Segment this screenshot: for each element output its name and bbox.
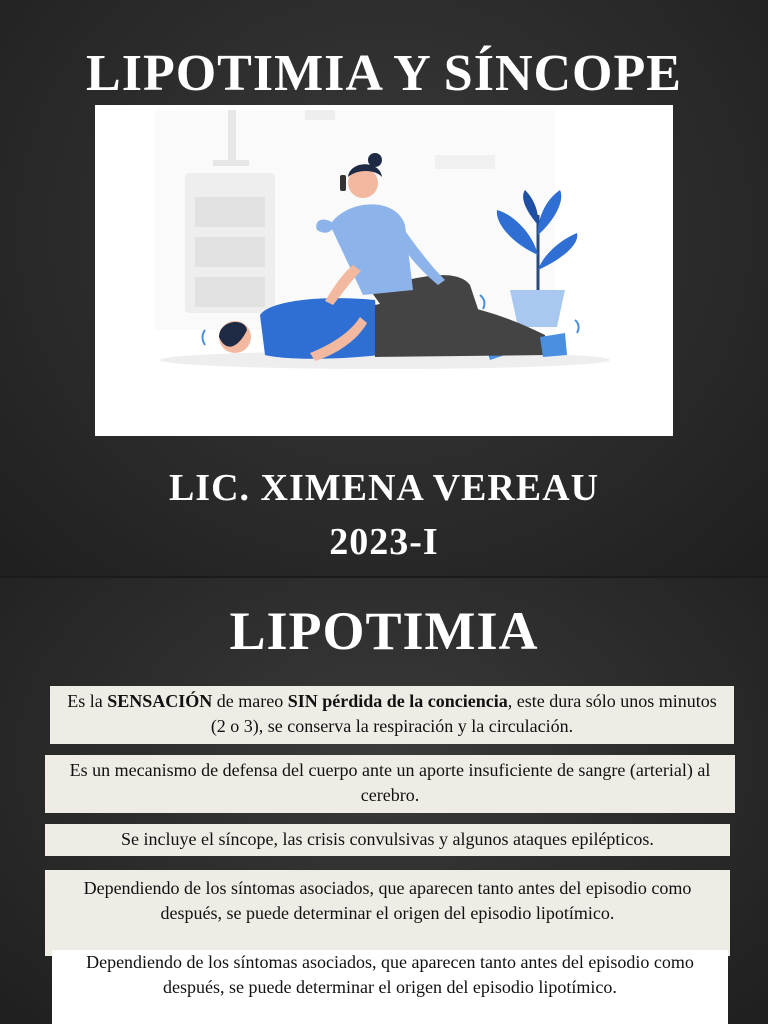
definition-text-2: de mareo — [212, 691, 288, 711]
definition-box — [50, 686, 734, 744]
slide-title: LIPOTIMIA Y SÍNCOPE — [86, 45, 682, 102]
author-name: LIC. XIMENA VEREAU — [168, 467, 600, 509]
origin-box-overlay: Dependiendo de los síntomas asociados, que aparecen tanto antes del episodio como después, se puede determinar el origen del episodio lipotímico. — [52, 950, 728, 1024]
term-label: 2023-I — [329, 521, 439, 563]
definition-text-1: Es la — [67, 691, 108, 711]
definition-text-3: , este dura sólo unos minutos (2 o 3), se conserva la respiración y la circulación. — [210, 691, 717, 736]
content-slide — [0, 578, 768, 1024]
section-title: LIPOTIMIA — [229, 601, 539, 661]
definition-emphasis-2: SIN pérdida de la conciencia — [287, 691, 508, 711]
includes-box: Se incluye el síncope, las crisis convulsivas y algunos ataques epilépticos. — [45, 824, 730, 856]
fainting-illustration — [95, 105, 673, 436]
fainting-scene-image — [95, 105, 673, 436]
origin-box: Dependiendo de los síntomas asociados, que aparecen tanto antes del episodio como después, se puede determinar el origen del episodio lipotímico. — [45, 870, 730, 956]
definition-emphasis-1: SENSACIÓN — [107, 691, 213, 711]
mechanism-box: Es un mecanismo de defensa del cuerpo ante un aporte insuficiente de sangre (arterial) al cerebro. — [45, 755, 735, 813]
